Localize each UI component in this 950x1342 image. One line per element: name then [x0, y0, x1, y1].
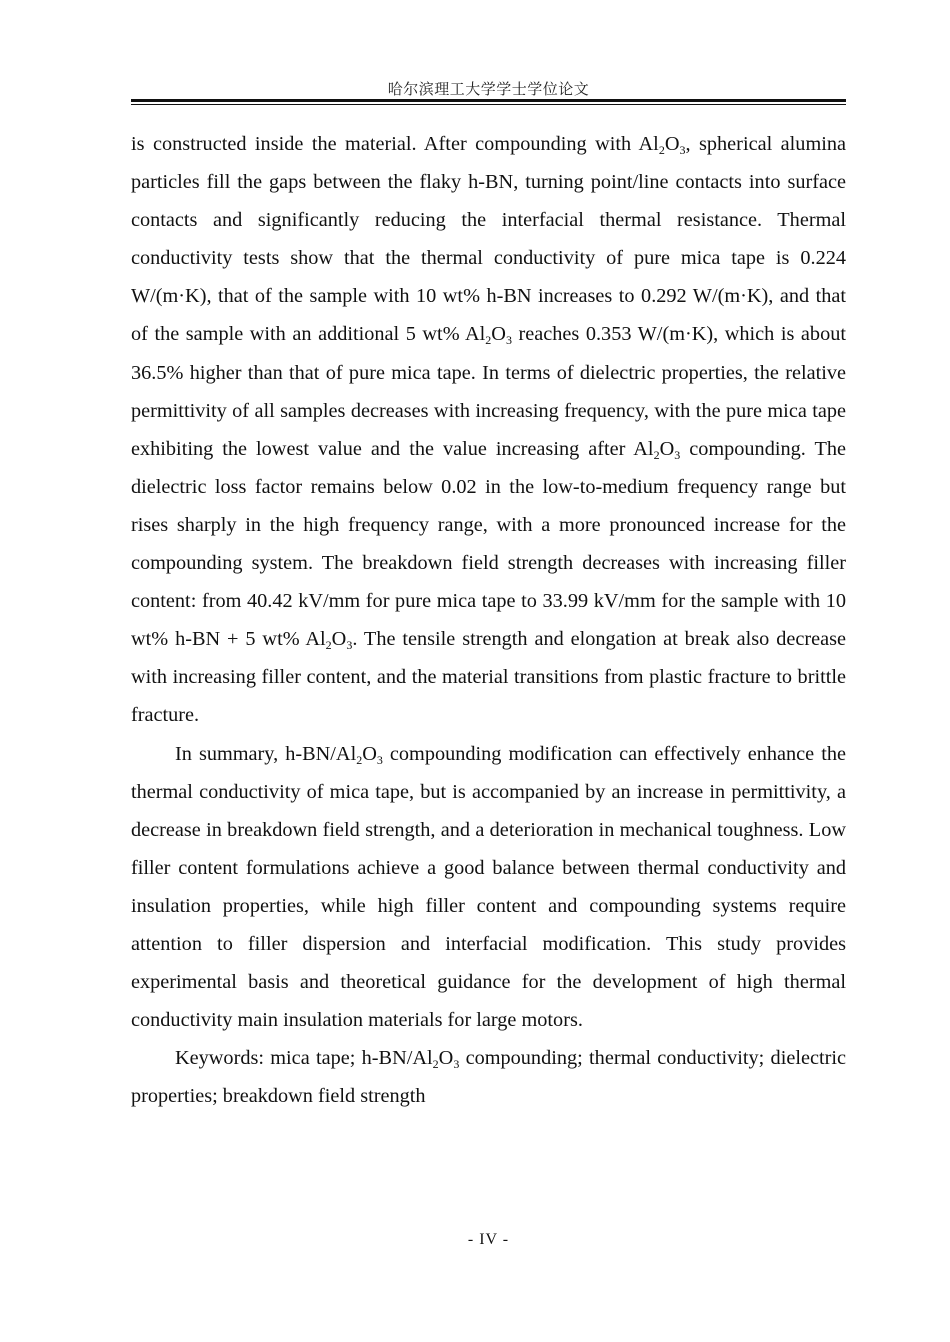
paragraph-results: is constructed inside the material. After compounding with $Al_2O_3$, spherical alumina particles fill the gaps between the flaky h-BN, turning point/line contacts into surface contacts and significantly reducing the interfacial thermal resistance. Thermal conductivity tests show that the thermal conductivity of pure mica tape is 0.224 W/(m·K), that of the sample with 10 wt% h-BN increases to 0.292 W/(m·K), and that of the sample with an additional 5 wt% $Al_2O_3$ reaches 0.353 W/(m·K), which is about 36.5% higher than that of pure mica tape. In terms of dielectric properties, the relative permittivity of all samples decreases with increasing frequency, with the pure mica tape exhibiting the lowest value and the value increasing after $Al_2O_3$ compounding. The dielectric loss factor remains below 0.02 in the low-to-medium frequency range but rises sharply in the high frequency range, with a more pronounced increase for the compounding system. The breakdown field strength decreases with increasing filler content: from 40.42 kV/mm for pure mica tape to 33.99 kV/mm for the sample with 10 wt% h-BN + 5 wt% $Al_2O_3$. The tensile strength and elongation at break also decrease with increasing filler content, and the material transitions from plastic fracture to brittle fracture.: [131, 133, 846, 727]
abstract-body: [131, 125, 846, 1115]
header-rule-thick: [131, 99, 846, 102]
page-number: - IV -: [467, 1231, 510, 1248]
header-rule-thin: [131, 104, 846, 105]
running-header: 哈尔滨理工大学学士学位论文: [387, 82, 590, 98]
paragraph-keywords: Keywords: mica tape; $h-BN/Al_2O_3$ compounding; thermal conductivity; dielectric properties; breakdown field strength: [131, 1047, 847, 1108]
paragraph-summary: In summary, $h-BN/Al_2O_3$ compounding modification can effectively enhance the thermal conductivity of mica tape, but is accompanied by an increase in permittivity, a decrease in breakdown field strength, and a deterioration in mechanical toughness. Low filler content formulations achieve a good balance between thermal conductivity and insulation properties, while high filler content and compounding systems require attention to filler dispersion and interfacial modification. This study provides experimental basis and theoretical guidance for the development of high thermal conductivity main insulation materials for large motors.: [131, 742, 846, 1032]
